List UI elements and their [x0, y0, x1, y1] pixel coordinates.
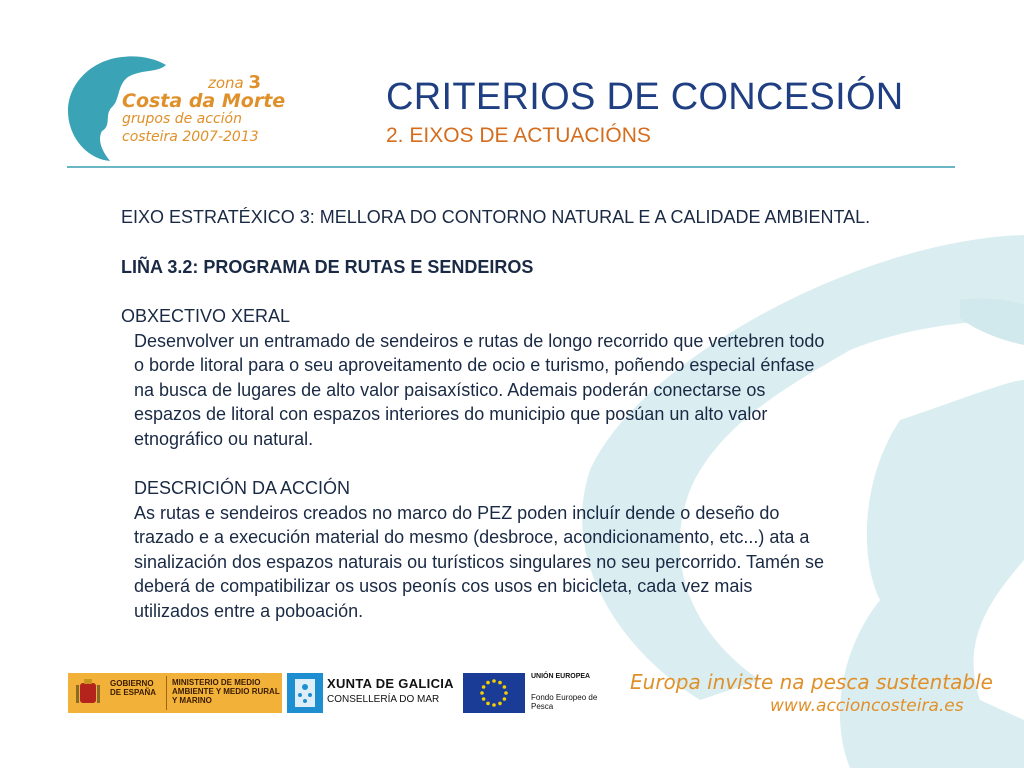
spain-crest-icon [72, 677, 104, 709]
objective-line: Desenvolver un entramado de sendeiros e rutas de longo recorrido que vertebren todo [134, 330, 825, 351]
logo-zone: zona 3 [208, 72, 262, 93]
description-line: sinalización dos espazos naturais ou turísticos singulares no seu percorrido. Tamén se [134, 551, 825, 572]
objective-line: na busca de lugares de alto valor paisaxístico. Ademais poderán conectarse os [134, 379, 766, 400]
slide-subtitle: 2. EIXOS DE ACTUACIÓNS [386, 124, 651, 147]
objective-line: etnográfico ou natural. [134, 428, 314, 449]
description-line: utilizados entre a poboación. [134, 600, 364, 621]
eixo-heading: EIXO ESTRATÉXICO 3: MELLORA DO CONTORNO NATURAL E A CALIDADE AMBIENTAL. [121, 207, 871, 227]
objective-line: espazos de litoral con espazos interiores do municipio que posúan un alto valor [134, 404, 768, 424]
description-line: deberá de compatibilizar os usos peonís cos usos en bicicleta, cada vez mais [134, 576, 753, 596]
xunta-text: XUNTA DE GALICIA [327, 676, 454, 691]
eu-title: UNIÓN EUROPEA [531, 673, 591, 680]
slide-content [121, 205, 961, 623]
description-heading: DESCRICIÓN DA ACCIÓN [134, 478, 351, 498]
ministerio-text: MINISTERIO DE MEDIO AMBIENTE Y MEDIO RURAL Y MARINO [172, 678, 280, 705]
objective-heading: OBXECTIVO XERAL [121, 306, 291, 326]
eu-flag-icon [463, 673, 525, 713]
objective-text [121, 329, 961, 624]
logo-line3: grupos de acción [122, 111, 242, 127]
xunta-flag-icon [287, 673, 323, 713]
eu-fund: Fondo Europeo de Pesca [531, 693, 598, 711]
description-line: trazado e a execución material do mesmo (desbroce, acondicionamento, etc...) ata a [134, 527, 810, 547]
header-divider [67, 166, 955, 168]
slogan: Europa inviste na pesca sustentable [630, 670, 993, 694]
description-line: As rutas e sendeiros creados no marco do PEZ poden incluír dende o deseño do [134, 502, 780, 523]
logo-name: Costa da Morte [122, 90, 286, 112]
gobierno-separator [166, 676, 167, 710]
website-link[interactable]: www.accioncosteira.es [770, 696, 964, 716]
logo-line4: costeira 2007-2013 [122, 129, 259, 145]
slide-title: CRITERIOS DE CONCESIÓN [386, 76, 904, 118]
linha-heading: LIÑA 3.2: PROGRAMA DE RUTAS E SENDEIROS [121, 256, 534, 277]
conselleria-text: CONSELLERÍA DO MAR [327, 694, 440, 705]
gobierno-text: GOBIERNO DE ESPAÑA [110, 679, 157, 697]
gobierno-espana-logo [68, 673, 282, 713]
objective-line: o borde litoral para o seu aproveitamento de ocio e turismo, poñendo especial énfase [134, 355, 815, 375]
logo-wordmark [122, 74, 285, 146]
